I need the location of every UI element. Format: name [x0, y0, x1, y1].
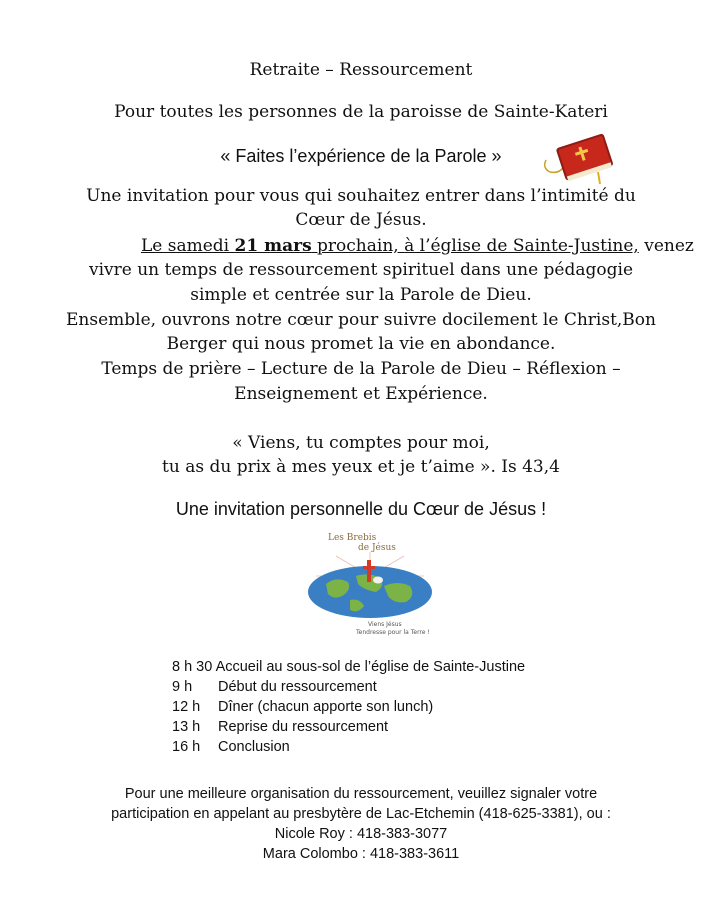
logo-line-1: Les Brebis	[328, 533, 377, 543]
date-bold: 21 mars	[234, 236, 312, 256]
logo-tagline-1: Viens Jésus	[368, 621, 402, 628]
schedule-activity: Début du ressourcement	[218, 679, 377, 695]
footer-line-1: Pour une meilleure organisation du ressourcement, veuillez signaler votre	[124, 786, 598, 802]
headline: « Faites l’expérience de la Parole »	[220, 146, 502, 166]
schedule-row	[172, 699, 433, 715]
schedule-row	[172, 739, 290, 755]
personal-invitation: Une invitation personnelle du Cœur de Jésus !	[175, 499, 547, 519]
logo-tagline-2: Tendresse pour la Terre !	[356, 629, 430, 636]
schedule-row	[172, 659, 525, 675]
paragraph-line-3: Ensemble, ouvrons notre cœur pour suivre docilement le Christ,Bon	[66, 310, 656, 330]
date-line	[141, 236, 694, 256]
schedule-time: 9 h	[172, 679, 193, 695]
schedule-time: 13 h	[172, 719, 201, 735]
date-middle: prochain,	[311, 236, 405, 256]
audience-line: Pour toutes les personnes de la paroisse de Sainte-Kateri	[114, 102, 608, 122]
schedule-time: 16 h	[172, 739, 201, 755]
footer-line-2: participation en appelant au presbytère de Lac-Etchemin (418-625-3381), ou :	[111, 806, 611, 822]
quote-line-2: tu as du prix à mes yeux et je t’aime ». Is 43,4	[162, 457, 560, 477]
program-line-2: Enseignement et Expérience.	[234, 384, 488, 404]
document-title: Retraite – Ressourcement	[249, 60, 473, 80]
schedule-activity: Reprise du ressourcement	[218, 719, 389, 735]
paragraph-line-1: vivre un temps de ressourcement spirituel dans une pédagogie	[89, 260, 633, 280]
program-line-1: Temps de prière – Lecture de la Parole de Dieu – Réflexion –	[101, 359, 621, 379]
date-place: à l’église de Sainte-Justine,	[404, 236, 639, 256]
intro-line-2: Cœur de Jésus.	[295, 210, 427, 230]
paragraph-line-2: simple et centrée sur la Parole de Dieu.	[190, 285, 532, 305]
schedule-activity: Dîner (chacun apporte son lunch)	[218, 699, 434, 715]
bible-icon	[540, 128, 618, 186]
paragraph-line-4: Berger qui nous promet la vie en abondance.	[166, 334, 556, 354]
schedule-activity: Conclusion	[218, 739, 290, 755]
schedule-time: 12 h	[172, 699, 201, 715]
schedule-activity: Accueil au sous-sol de l’église de Sainte-Justine	[215, 659, 526, 675]
logo-line-2: de Jésus	[358, 543, 396, 553]
schedule-row	[172, 679, 377, 695]
schedule-row	[172, 719, 388, 735]
contact-mara-colombo: Mara Colombo : 418-383-3611	[262, 846, 460, 862]
schedule-time: 8 h 30	[172, 659, 213, 675]
date-suffix: venez	[638, 236, 694, 256]
brebis-de-jesus-logo	[306, 526, 434, 640]
contact-nicole-roy: Nicole Roy : 418-383-3077	[274, 826, 448, 842]
quote-line-1: « Viens, tu comptes pour moi,	[232, 433, 490, 453]
intro-line-1: Une invitation pour vous qui souhaitez entrer dans l’intimité du	[86, 186, 636, 206]
date-prefix: Le samedi	[141, 236, 235, 256]
